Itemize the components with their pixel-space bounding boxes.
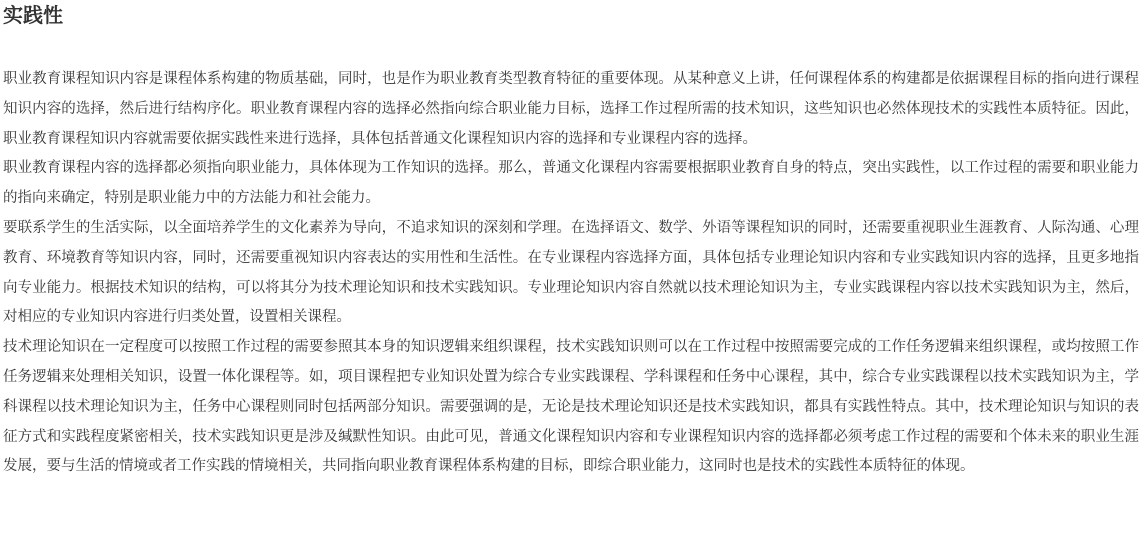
page-title: 实践性 [3, 3, 63, 27]
paragraph-4: 技术理论知识在一定程度可以按照工作过程的需要参照其本身的知识逻辑来组织课程，技术实践知识则可以在工作过程中按照需要完成的工作任务逻辑来组织课程，或均按照工作任务逻辑来处理相关知识，设置一体化课程等。如，项目课程把专业知识处置为综合专业实践课程、学科课程和任务中心课程，其中，综合专业实践课程以技术实践知识为主，学科课程以技术理论知识为主，任务中心课程则同时包括两部分知识。需要强调的是，无论是技术理论知识还是技术实践知识，都具有实践性特点。其中，技术理论知识与知识的表征方式和实践程度紧密相关，技术实践知识更是涉及缄默性知识。由此可见，普通文化课程知识内容和专业课程知识内容的选择都必须考虑工作过程的需要和个体未来的职业生涯发展，要与生活的情境或者工作实践的情境相关，共同指向职业教育课程体系构建的目标，即综合职业能力，这同时也是技术的实践性本质特征的体现。 [3, 339, 1139, 475]
paragraph-3: 要联系学生的生活实际，以全面培养学生的文化素养为导向，不追求知识的深刻和学理。在选择语文、数学、外语等课程知识的同时，还需要重视职业生涯教育、人际沟通、心理教育、环境教育等知识内容，同时，还需要重视知识内容表达的实用性和生活性。在专业课程内容选择方面，具体包括专业理论知识内容和专业实践知识内容的选择，且更多地指向专业能力。根据技术知识的结构，可以将其分为技术理论知识和技术实践知识。专业理论知识内容自然就以技术理论知识为主，专业实践课程内容以技术实践知识为主，然后，对相应的专业知识内容进行归类处置，设置相关课程。 [3, 219, 1139, 326]
paragraph-1: 职业教育课程知识内容是课程体系构建的物质基础，同时，也是作为职业教育类型教育特征的重要体现。从某种意义上讲，任何课程体系的构建都是依据课程目标的指向进行课程知识内容的选择，然后进行结构序化。职业教育课程内容的选择必然指向综合职业能力目标，选择工作过程所需的技术知识，这些知识也必然体现技术的实践性本质特征。因此，职业教育课程知识内容就需要依据实践性来进行选择，具体包括普通文化课程知识内容的选择和专业课程内容的选择。 [3, 71, 1139, 147]
article [3, 0, 1139, 482]
paragraph-2: 职业教育课程内容的选择都必须指向职业能力，具体体现为工作知识的选择。那么，普通文化课程内容需要根据职业教育自身的特点，突出实践性，以工作过程的需要和职业能力的指向来确定，特别是职业能力中的方法能力和社会能力。 [3, 160, 1139, 207]
article-body [3, 65, 1139, 482]
